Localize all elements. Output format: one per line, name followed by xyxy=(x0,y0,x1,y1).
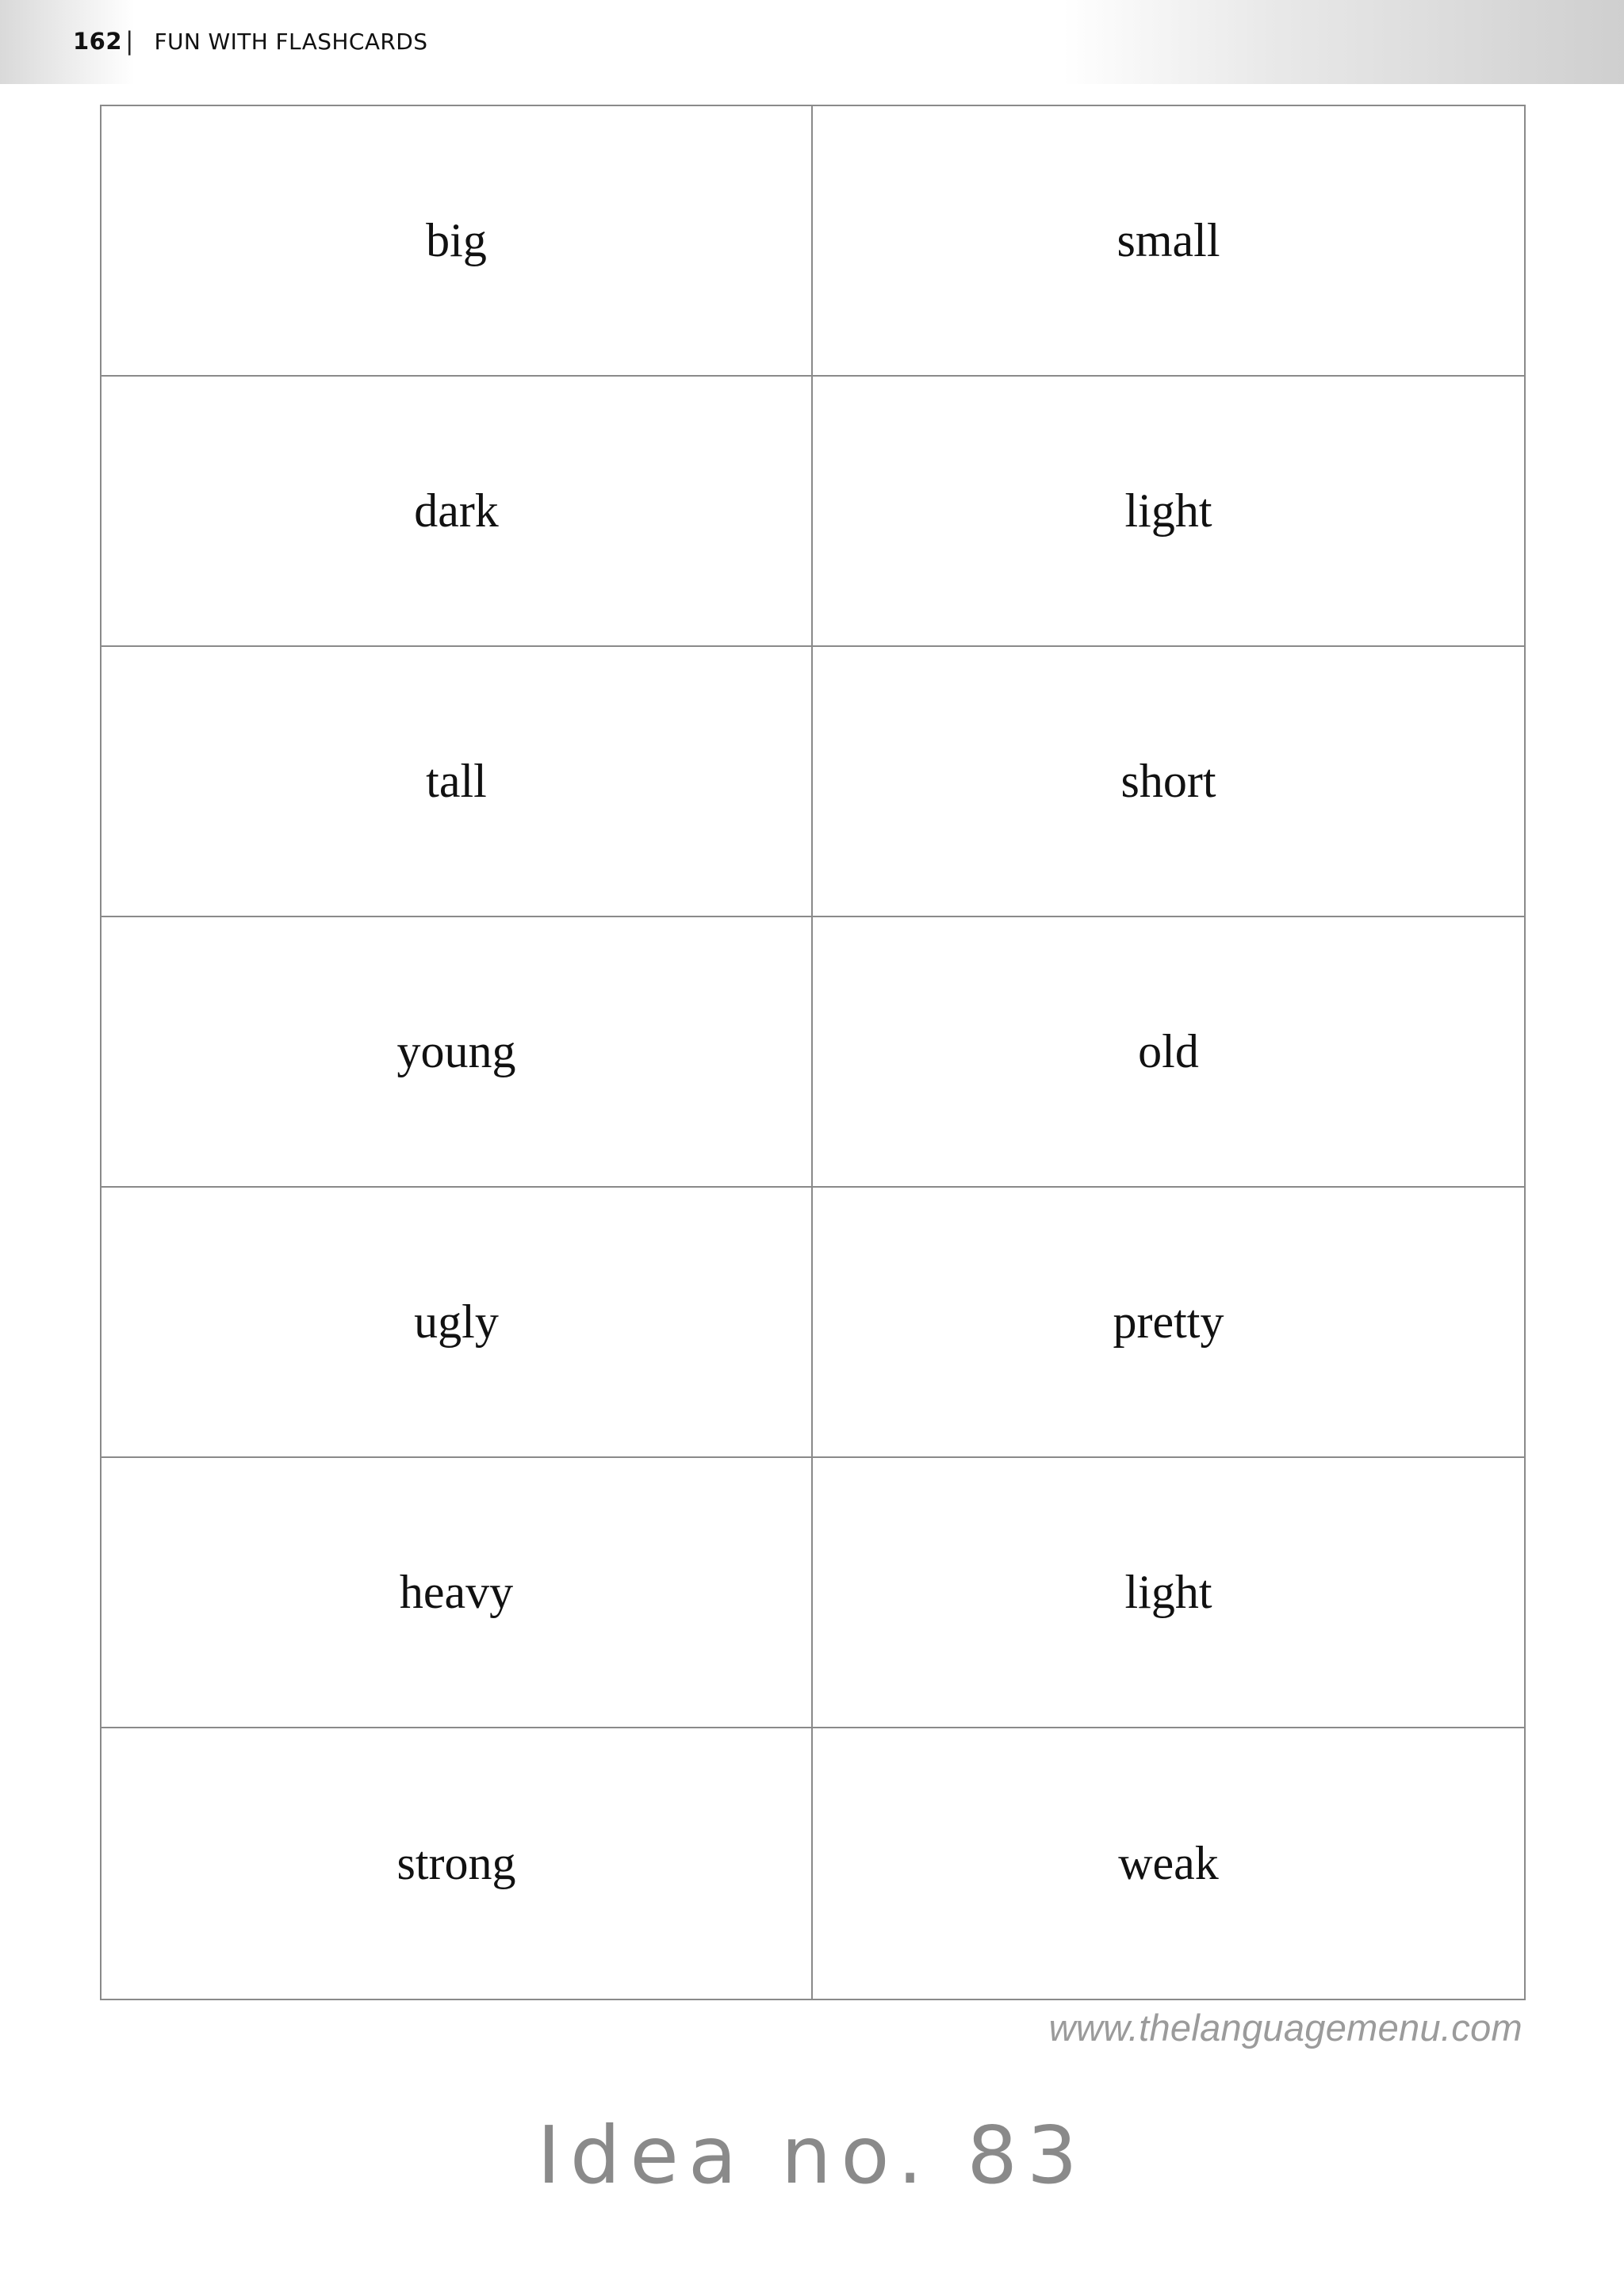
flashcard xyxy=(102,647,813,917)
flashcard xyxy=(102,1188,813,1458)
page-number: 162 xyxy=(73,28,123,55)
flashcard-word: dark xyxy=(414,484,499,537)
idea-title: Idea no. 83 xyxy=(537,2109,1087,2202)
flashcard xyxy=(813,917,1524,1188)
flashcard xyxy=(813,1728,1524,1999)
flashcard-word: weak xyxy=(1118,1837,1219,1889)
flashcard-word: big xyxy=(426,214,487,266)
flashcard-word: small xyxy=(1116,214,1220,266)
flashcard-word: tall xyxy=(426,755,487,807)
section-title: FUN WITH FLASHCARDS xyxy=(154,28,428,55)
header-separator: | xyxy=(125,27,134,55)
website-url: www.thelanguagemenu.com xyxy=(1048,2007,1522,2049)
flashcard-word: light xyxy=(1124,484,1212,537)
flashcard-word: ugly xyxy=(414,1295,499,1348)
flashcard-word: short xyxy=(1120,755,1216,807)
flashcard xyxy=(813,647,1524,917)
flashcard-word: heavy xyxy=(399,1566,514,1618)
flashcard xyxy=(102,1728,813,1999)
flashcard xyxy=(102,1458,813,1728)
flashcard-word: strong xyxy=(396,1837,516,1889)
flashcard xyxy=(102,106,813,377)
flashcard-grid xyxy=(100,105,1526,2000)
flashcard xyxy=(102,917,813,1188)
flashcard-word: young xyxy=(396,1025,516,1077)
flashcard xyxy=(813,377,1524,647)
flashcard-word: light xyxy=(1124,1566,1212,1618)
flashcard xyxy=(813,1458,1524,1728)
flashcard xyxy=(102,377,813,647)
running-header xyxy=(73,22,427,60)
flashcard-word: pretty xyxy=(1113,1295,1224,1348)
flashcard-word: old xyxy=(1138,1025,1199,1077)
flashcard xyxy=(813,106,1524,377)
flashcard xyxy=(813,1188,1524,1458)
